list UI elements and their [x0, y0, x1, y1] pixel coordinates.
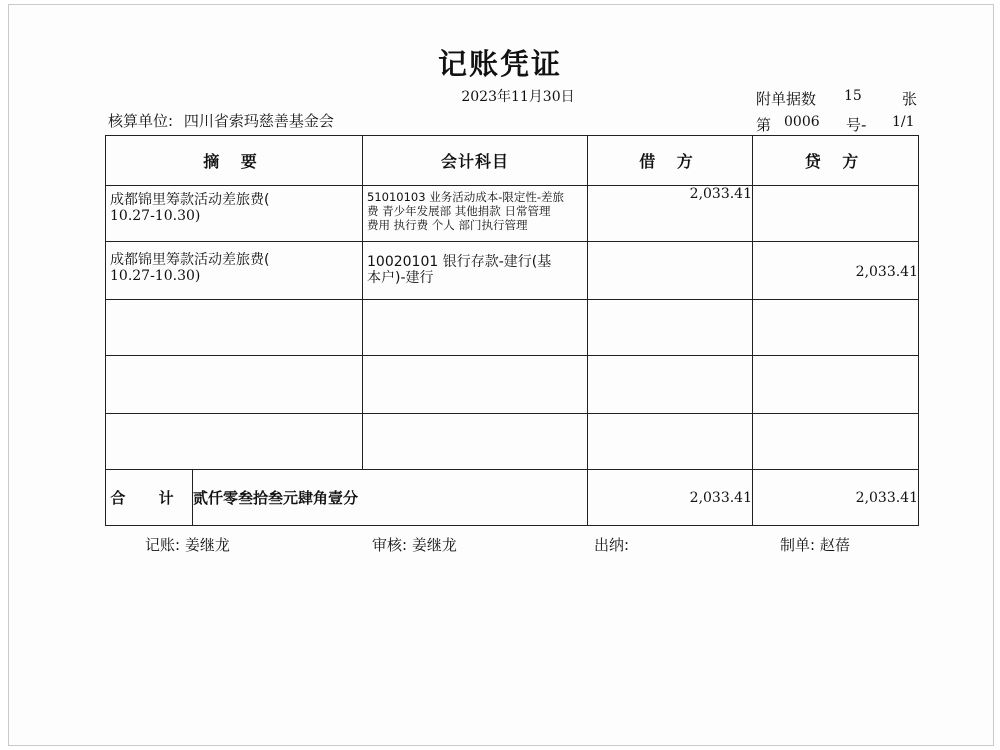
- voucher-number: [756, 114, 915, 135]
- signature-reviewer: [372, 534, 457, 555]
- voucher-page: 1/1: [892, 114, 915, 130]
- table-row-empty: [106, 300, 919, 356]
- signature-bookkeeper: [145, 534, 230, 555]
- table-row-empty: [106, 356, 919, 414]
- summary-line: 成都锦里筹款活动差旅费(: [110, 252, 270, 268]
- row-account: [363, 186, 588, 242]
- row-summary: [106, 242, 363, 300]
- header-credit: 贷 方: [753, 136, 919, 186]
- summary-line: 10.27-10.30): [110, 208, 201, 224]
- bookkeeper-name: 姜继龙: [184, 536, 230, 554]
- table-row-empty: [106, 414, 919, 470]
- attachments-unit: 张: [902, 90, 918, 108]
- row-account: [363, 242, 588, 300]
- preparer-name: 赵蓓: [819, 536, 850, 554]
- total-credit: 2,033.41: [753, 470, 919, 526]
- voucher-no: 0006: [784, 114, 820, 130]
- row-debit: [588, 242, 753, 300]
- accounting-unit: [108, 110, 334, 131]
- summary-line: 成都锦里筹款活动差旅费(: [110, 192, 270, 208]
- attachments-count: [756, 88, 918, 109]
- table-row: [106, 186, 919, 242]
- attachments-number: 15: [844, 88, 862, 104]
- header-summary: 摘 要: [106, 136, 363, 186]
- total-label: 合 计: [106, 470, 193, 526]
- attachments-label: 附单据数: [756, 90, 817, 108]
- voucher-prefix: 第: [756, 116, 772, 134]
- account-line: 费 青少年发展部 其他捐款 日常管理: [367, 204, 551, 218]
- cashier-label: 出纳:: [594, 536, 630, 554]
- account-line: 本户)-建行: [367, 270, 434, 286]
- header-account: 会计科目: [363, 136, 588, 186]
- total-amount-in-words: 贰仟零叁拾叁元肆角壹分: [193, 470, 588, 526]
- row-credit: 2,033.41: [753, 242, 919, 300]
- bookkeeper-label: 记账:: [145, 536, 181, 554]
- table-row: [106, 242, 919, 300]
- header-debit: 借 方: [588, 136, 753, 186]
- account-line: 51010103 业务活动成本-限定性-差旅: [367, 190, 564, 204]
- row-summary: [106, 186, 363, 242]
- accounting-unit-label: 核算单位:: [108, 112, 174, 130]
- signature-preparer: [780, 534, 850, 555]
- summary-line: 10.27-10.30): [110, 268, 201, 284]
- reviewer-name: 姜继龙: [411, 536, 457, 554]
- reviewer-label: 审核:: [372, 536, 408, 554]
- voucher-date: 2023年11月30日: [461, 89, 575, 105]
- row-credit: [753, 186, 919, 242]
- total-debit: 2,033.41: [588, 470, 753, 526]
- signature-cashier: [594, 534, 629, 555]
- voucher-suffix: 号-: [846, 116, 867, 134]
- voucher-table: [105, 135, 919, 526]
- voucher-title: 记账凭证: [437, 47, 562, 81]
- preparer-label: 制单:: [780, 536, 816, 554]
- header-row: [106, 136, 919, 186]
- account-line: 10020101 银行存款-建行(基: [367, 254, 552, 270]
- account-line: 费用 执行费 个人 部门执行管理: [367, 218, 528, 232]
- total-row: [106, 470, 919, 526]
- accounting-unit-name: 四川省索玛慈善基金会: [183, 112, 334, 130]
- row-debit: 2,033.41: [588, 186, 753, 242]
